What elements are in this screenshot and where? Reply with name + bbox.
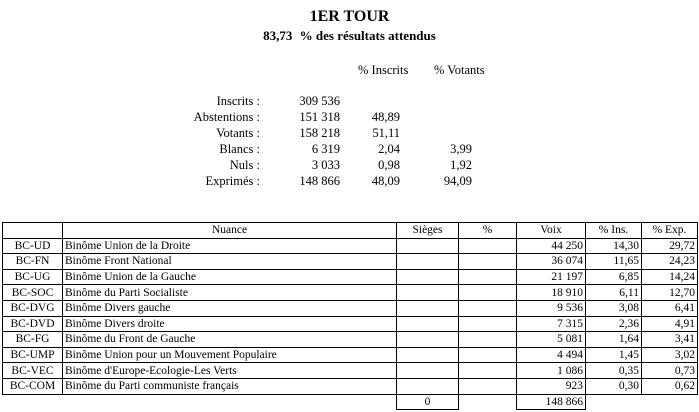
header-nuance: Nuance (63, 223, 397, 239)
summary-label-votants: Votants : (216, 126, 260, 140)
row-nuance: Binôme du Parti Socialiste (63, 285, 397, 301)
row-nuance: Binôme Front National (63, 254, 397, 270)
row-nuance: Binôme Divers gauche (63, 300, 397, 316)
row-pct-ins: 1,64 (586, 332, 642, 348)
row-sieges (397, 347, 459, 363)
row-pct-ins: 2,36 (586, 316, 642, 332)
summary-pctins-nuls: 0,98 (378, 158, 400, 172)
table-row (3, 285, 698, 301)
row-code: BC-VEC (3, 363, 63, 379)
row-code: BC-SOC (3, 285, 63, 301)
row-pct-exp: 6,41 (642, 300, 698, 316)
summary-value-nuls: 3 033 (311, 158, 340, 172)
row-voix: 36 074 (517, 254, 586, 270)
summary-label-nuls: Nuls : (229, 158, 260, 172)
total-blank-pct (459, 394, 517, 410)
table-row (3, 347, 698, 363)
row-pct-ins: 14,30 (586, 238, 642, 254)
progress-line (0, 28, 699, 44)
row-voix: 1 086 (517, 363, 586, 379)
total-sieges: 0 (397, 394, 459, 410)
summary-label-blancs: Blancs : (219, 142, 260, 156)
summary-pctvot-nuls: 1,92 (450, 158, 472, 172)
summary-value-abstentions: 151 318 (299, 110, 340, 124)
summary-value-blancs: 6 319 (311, 142, 340, 156)
row-pct-ins: 6,85 (586, 269, 642, 285)
row-sieges (397, 300, 459, 316)
table-row (3, 269, 698, 285)
summary-pctvot-exprimes: 94,09 (443, 174, 472, 188)
summary-pctins-abstentions: 48,89 (371, 110, 400, 124)
row-pct-exp: 3,02 (642, 347, 698, 363)
total-voix: 148 866 (517, 394, 586, 410)
row-sieges (397, 378, 459, 394)
row-pct (459, 332, 517, 348)
header-sieges: Sièges (397, 223, 459, 239)
table-row (3, 316, 698, 332)
table-row (3, 300, 698, 316)
row-pct-exp: 4,91 (642, 316, 698, 332)
row-code: BC-UMP (3, 347, 63, 363)
results-table (2, 222, 698, 410)
row-nuance: Binôme Union de la Gauche (63, 269, 397, 285)
row-code: BC-FG (3, 332, 63, 348)
row-sieges (397, 332, 459, 348)
row-code: BC-FN (3, 254, 63, 270)
row-voix: 5 081 (517, 332, 586, 348)
row-code: BC-UD (3, 238, 63, 254)
row-voix: 7 315 (517, 316, 586, 332)
row-nuance: Binôme Union de la Droite (63, 238, 397, 254)
total-blank-pct-ins (586, 394, 642, 410)
table-row (3, 378, 698, 394)
page-title: 1ER TOUR (309, 8, 390, 25)
row-pct-exp: 14,24 (642, 269, 698, 285)
row-code: BC-COM (3, 378, 63, 394)
total-blank-pct-exp (642, 394, 698, 410)
row-code: BC-DVD (3, 316, 63, 332)
row-sieges (397, 269, 459, 285)
table-total-row (3, 394, 698, 410)
row-sieges (397, 363, 459, 379)
summary-label-abstentions: Abstentions : (193, 110, 260, 124)
row-pct-exp: 3,41 (642, 332, 698, 348)
row-pct (459, 378, 517, 394)
header-pct: % (459, 223, 517, 239)
header-pct-ins: % Ins. (586, 223, 642, 239)
row-voix: 21 197 (517, 269, 586, 285)
row-sieges (397, 316, 459, 332)
row-pct-exp: 24,23 (642, 254, 698, 270)
row-pct-ins: 11,65 (586, 254, 642, 270)
summary-pctvot-blancs: 3,99 (450, 142, 472, 156)
row-pct (459, 347, 517, 363)
row-pct-exp: 12,70 (642, 285, 698, 301)
row-pct-ins: 1,45 (586, 347, 642, 363)
summary-pctins-blancs: 2,04 (378, 142, 400, 156)
row-pct (459, 254, 517, 270)
header-pct-exp: % Exp. (642, 223, 698, 239)
table-header-row (3, 223, 698, 239)
row-nuance: Binôme du Parti communiste français (63, 378, 397, 394)
row-voix: 4 494 (517, 347, 586, 363)
row-pct-exp: 29,72 (642, 238, 698, 254)
row-nuance: Binôme du Front de Gauche (63, 332, 397, 348)
progress-label: % des résultats attendus (299, 28, 436, 43)
total-blank-code (3, 394, 63, 410)
row-pct-ins: 0,35 (586, 363, 642, 379)
row-sieges (397, 254, 459, 270)
col-header-inscrits: % Inscrits (358, 63, 409, 77)
row-code: BC-DVG (3, 300, 63, 316)
row-pct (459, 269, 517, 285)
row-pct-exp: 0,73 (642, 363, 698, 379)
row-voix: 18 910 (517, 285, 586, 301)
summary-pctins-exprimes: 48,09 (371, 174, 400, 188)
header-code (3, 223, 63, 239)
row-pct (459, 238, 517, 254)
summary-value-exprimes: 148 866 (299, 174, 340, 188)
summary-value-inscrits: 309 536 (299, 94, 340, 108)
summary-value-votants: 158 218 (299, 126, 340, 140)
summary-pctins-votants: 51,11 (372, 126, 400, 140)
row-nuance: Binôme d'Europe-Ecologie-Les Verts (63, 363, 397, 379)
col-header-votants: % Votants (434, 63, 485, 77)
row-voix: 9 536 (517, 300, 586, 316)
row-nuance: Binôme Union pour un Mouvement Populaire (63, 347, 397, 363)
row-pct-ins: 6,11 (586, 285, 642, 301)
table-row (3, 363, 698, 379)
progress-value: 83,73 (263, 28, 293, 43)
row-pct (459, 363, 517, 379)
row-sieges (397, 238, 459, 254)
summary-label-exprimes: Exprimés : (205, 174, 260, 188)
row-voix: 44 250 (517, 238, 586, 254)
row-pct-exp: 0,62 (642, 378, 698, 394)
row-pct (459, 285, 517, 301)
row-pct-ins: 3,08 (586, 300, 642, 316)
row-voix: 923 (517, 378, 586, 394)
table-row (3, 254, 698, 270)
summary-label-inscrits: Inscrits : (216, 94, 260, 108)
total-blank-nuance (63, 394, 397, 410)
table-row (3, 332, 698, 348)
row-code: BC-UG (3, 269, 63, 285)
row-nuance: Binôme Divers droite (63, 316, 397, 332)
row-pct (459, 316, 517, 332)
row-pct-ins: 0,30 (586, 378, 642, 394)
table-row (3, 238, 698, 254)
row-pct (459, 300, 517, 316)
header-voix: Voix (517, 223, 586, 239)
row-sieges (397, 285, 459, 301)
